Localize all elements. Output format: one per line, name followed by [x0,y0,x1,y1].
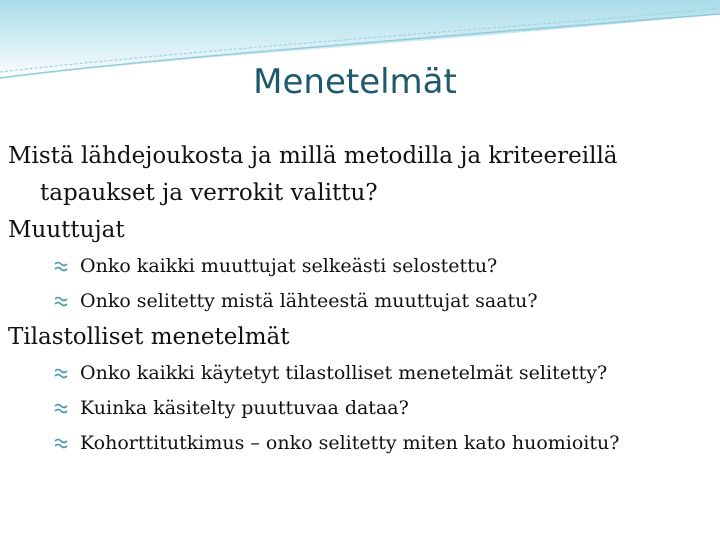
list-item-text: Onko selitetty mistä lähteestä muuttujat saatu? [80,290,538,312]
list-item [8,356,708,391]
page-title: Menetelmät [253,62,457,102]
list-item-text: Kohorttitutkimus – onko selitetty miten kato huomioitu? [80,432,620,454]
muuttujat-list [8,249,708,319]
wavy-bullet-icon [54,294,70,310]
list-item [8,426,708,461]
wavy-bullet-icon [54,401,70,417]
slide-content [8,138,708,461]
tilastolliset-heading: Tilastolliset menetelmät [8,324,290,350]
intro-text: Mistä lähdejoukosta ja millä metodilla ja kriteereillä tapaukset ja verrokit valittu? [8,143,618,206]
wavy-bullet-icon [54,259,70,275]
header-decoration [0,0,720,120]
muuttujat-heading: Muuttujat [8,217,125,243]
wavy-bullet-icon [54,366,70,382]
tilastolliset-list [8,356,708,461]
list-item-text: Onko kaikki muuttujat selkeästi selostettu? [80,255,498,277]
list-item [8,284,708,319]
list-item [8,249,708,284]
list-item-text: Onko kaikki käytetyt tilastolliset menetelmät selitetty? [80,362,608,384]
list-item [8,391,708,426]
list-item-text: Kuinka käsitelty puuttuvaa dataa? [80,397,409,419]
wavy-bullet-icon [54,436,70,452]
